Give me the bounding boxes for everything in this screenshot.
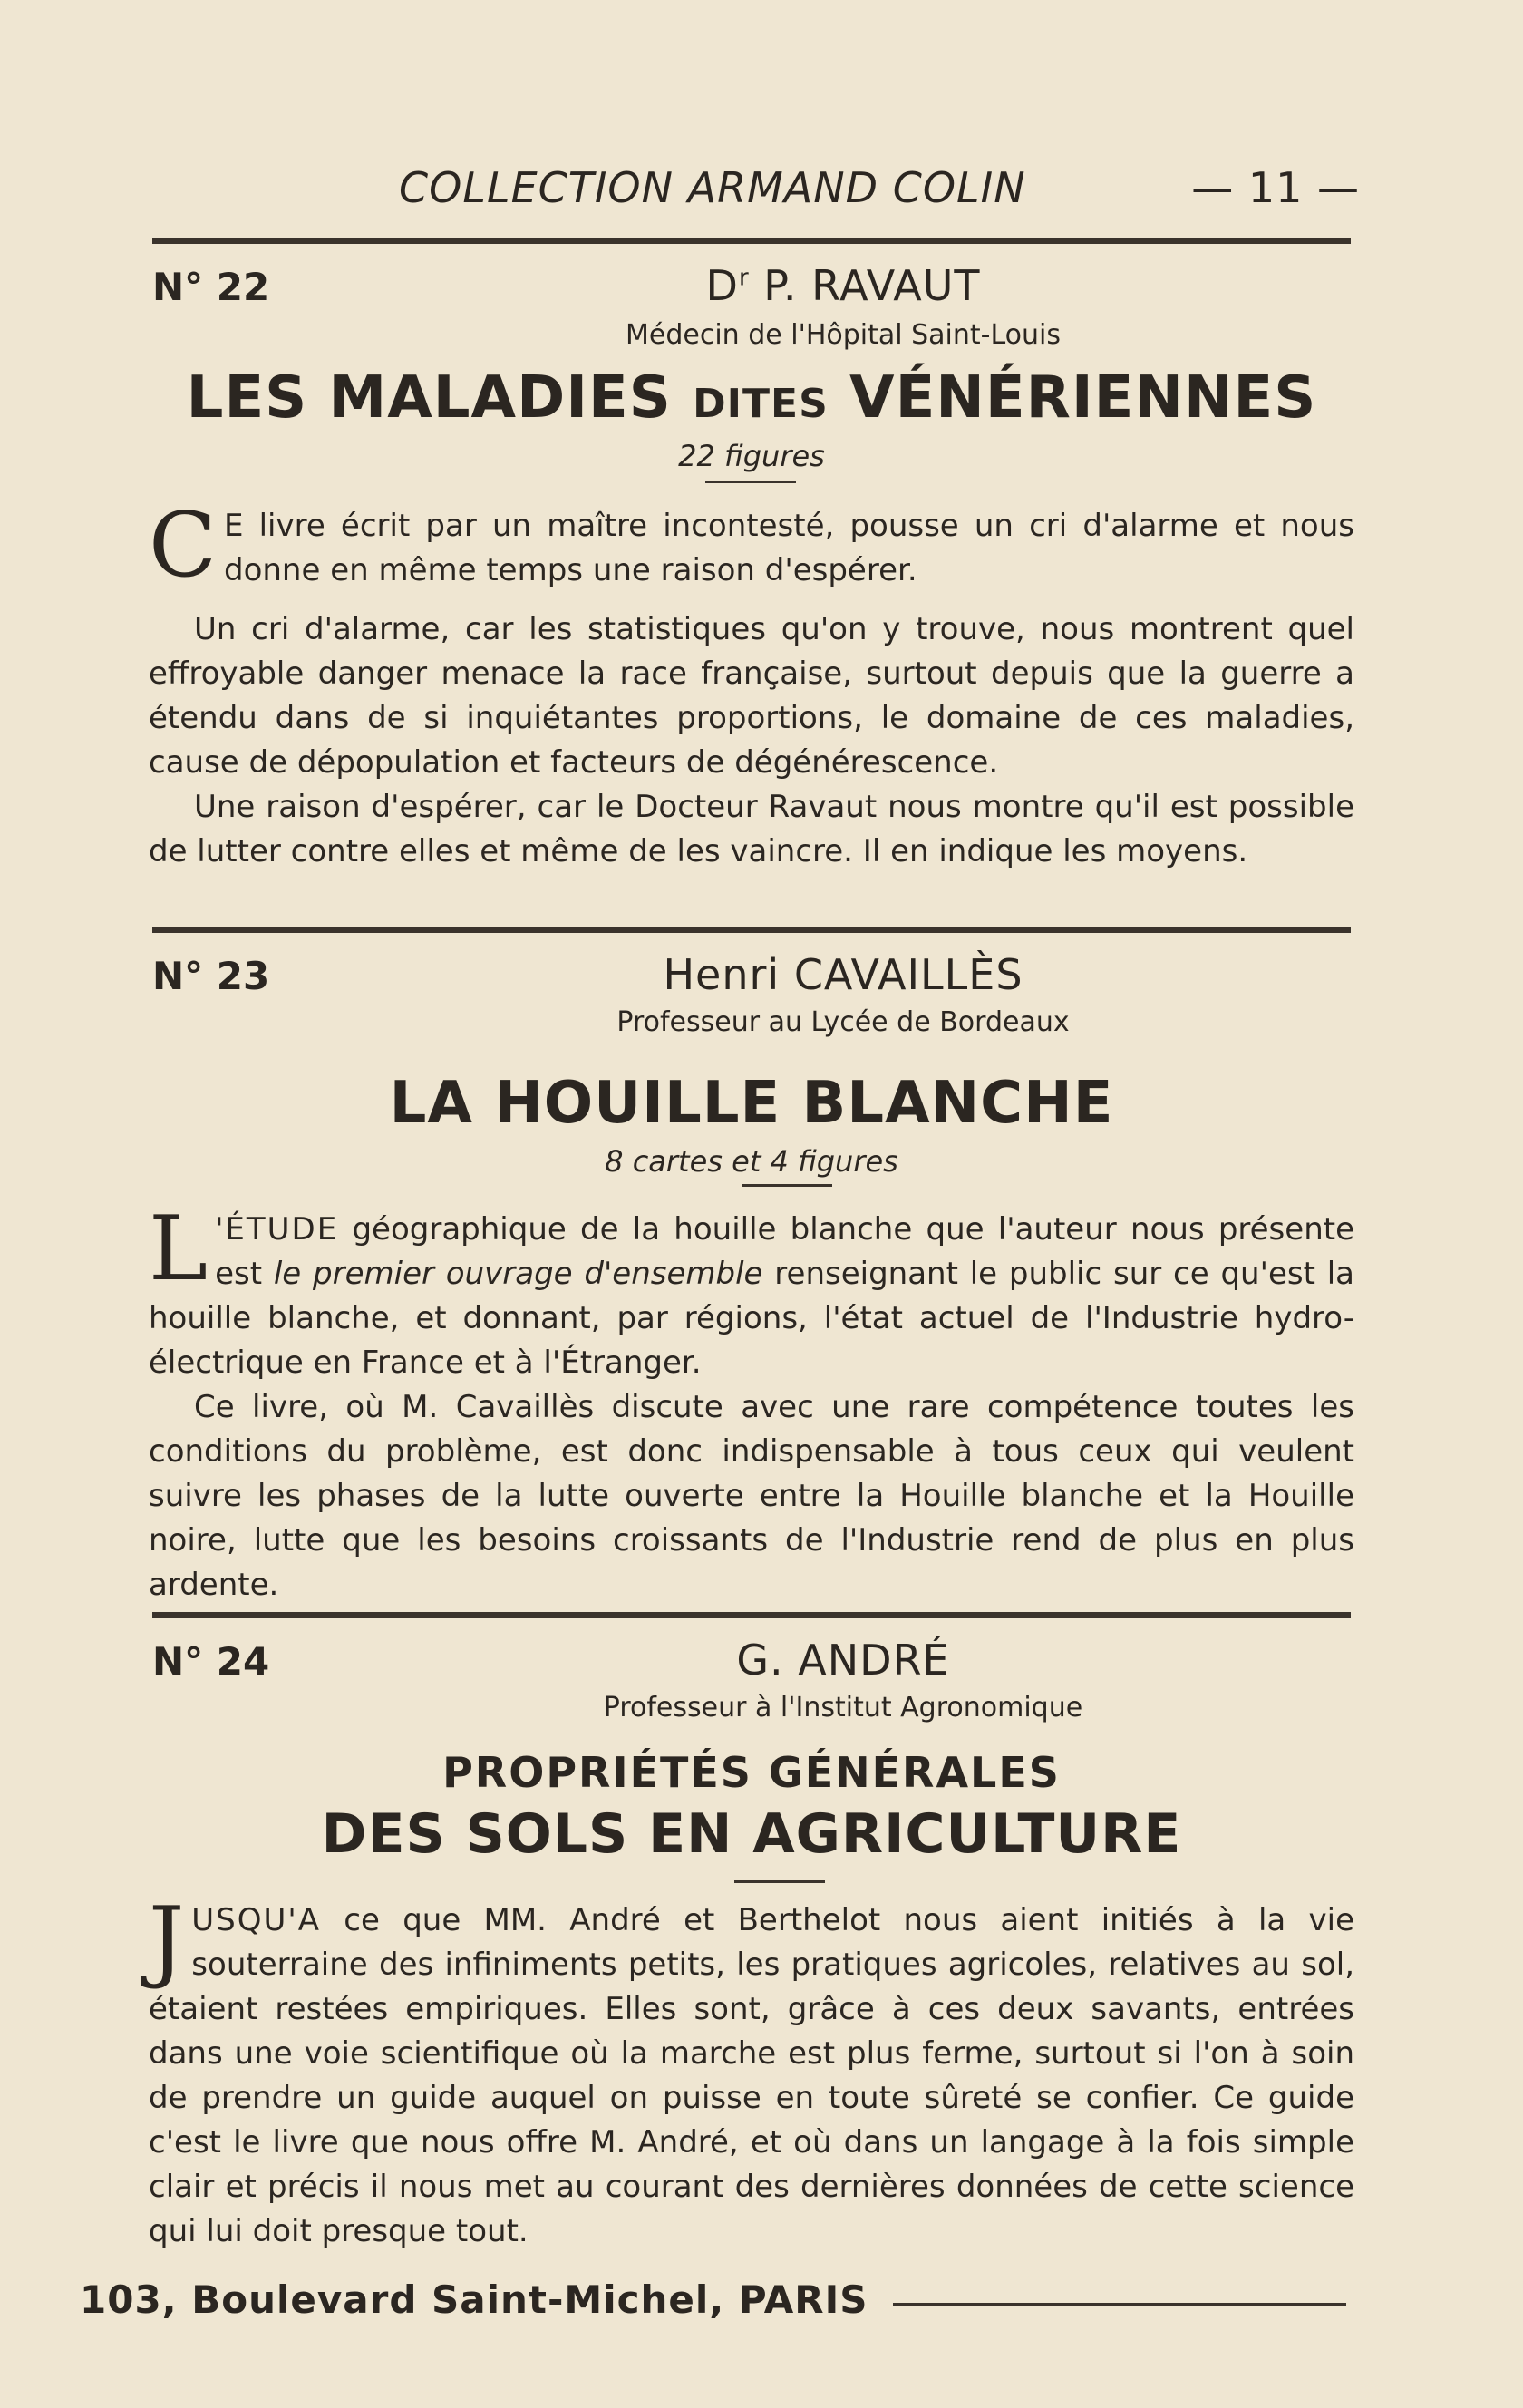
title-rule [742,1184,832,1187]
footer-rule [893,2303,1346,2306]
entry-author: Henri CAVAILLÈS [663,950,1023,999]
entry-figures: 22 figures [678,439,825,473]
title-rule [705,481,796,483]
entry-title: DES SOLS EN AGRICULTURE [321,1802,1182,1866]
entry-author: G. ANDRÉ [736,1636,950,1685]
entry-number: N° 23 [152,954,270,998]
section-rule [152,927,1351,933]
entry-author-role: Médecin de l'Hôpital Saint-Louis [625,319,1062,351]
publisher-address: 103, Boulevard Saint-Michel, PARIS [80,2277,868,2322]
entry-description: JUSQU'A ce que MM. André et Berthelot nous aient initiés à la vie souterraine des infiniments petits, les pratiques agricoles, relatives au sol, étaient restées empiriques. Elles sont, grâce à ces deux savants, entrées dans une voie scientifique où la marche est plus ferme, surtout si l'on à soin de prendre un guide auquel on puisse en toute sûreté se confier. Ce guide c'est le livre que nous offre M. André, et où dans un langage à la fois simple clair et précis il nous met au courant des dernières données de cette science qui lui doit presque tout. [149,1889,1354,2249]
header-rule [152,238,1351,244]
drop-cap: J [149,1889,185,1992]
entry-title: LES MALADIES DITES VÉNÉRIENNES [186,364,1317,432]
entry-author: $D^r$ P. RAVAUT [705,261,981,310]
entry-description: L 'ÉTUDE géographique de la houille blanche que l'auteur nous présente est le premier ouvrage d'ensemble renseignant le public sur ce qu'est la houille blanche, et donnant, par régions, l'état actuel de l'Industrie hydro-électrique en France et à l'Étranger. Ce livre, où M. Cavaillès discute avec une rare compétence toutes les conditions du problème, est donc indispensable à tous ceux qui veulent suivre les phases de la lutte ouverte entre la Houille blanche et la Houille noire, lutte que les besoins croissants de l'Industrie rend de plus en plus ardente. [149,1198,1355,1603]
entry-number: N° 24 [152,1639,270,1684]
entry-description: C E livre écrit par un maître incontesté, pousse un cri d'alarme et nous donne en même temps une raison d'espérer. Un cri d'alarme, car les statistiques qu'on y trouve, nous montrent quel effroyable danger menace la race française, surtout depuis que la guerre a étendu dans de si inquiétantes proportions, le domaine de ces maladies, cause de dépopulation et facteurs de dégénérescence. Une raison d'espérer, car le Docteur Ravaut nous montre qu'il est possible de lutter contre elles et même de les vaincre. Il en indique les moyens. [149,494,1354,869]
entry-author-role: Professeur au Lycée de Bordeaux [616,1006,1070,1038]
running-header [399,163,1360,227]
entry-author-role: Professeur à l'Institut Agronomique [603,1692,1083,1723]
collection-title: COLLECTION ARMAND COLIN [399,163,1026,212]
entry-number: N° 22 [152,265,270,309]
section-rule [152,1612,1351,1618]
drop-cap: L [149,1198,209,1301]
entry-figures: 8 cartes et 4 figures [605,1144,898,1179]
entry-title: LA HOUILLE BLANCHE [389,1070,1114,1137]
entry-subtitle: PROPRIÉTÉS GÉNÉRALES [442,1748,1061,1797]
title-rule [734,1880,825,1883]
page-number: — 11 — [1191,163,1360,212]
drop-cap: C [149,494,217,597]
